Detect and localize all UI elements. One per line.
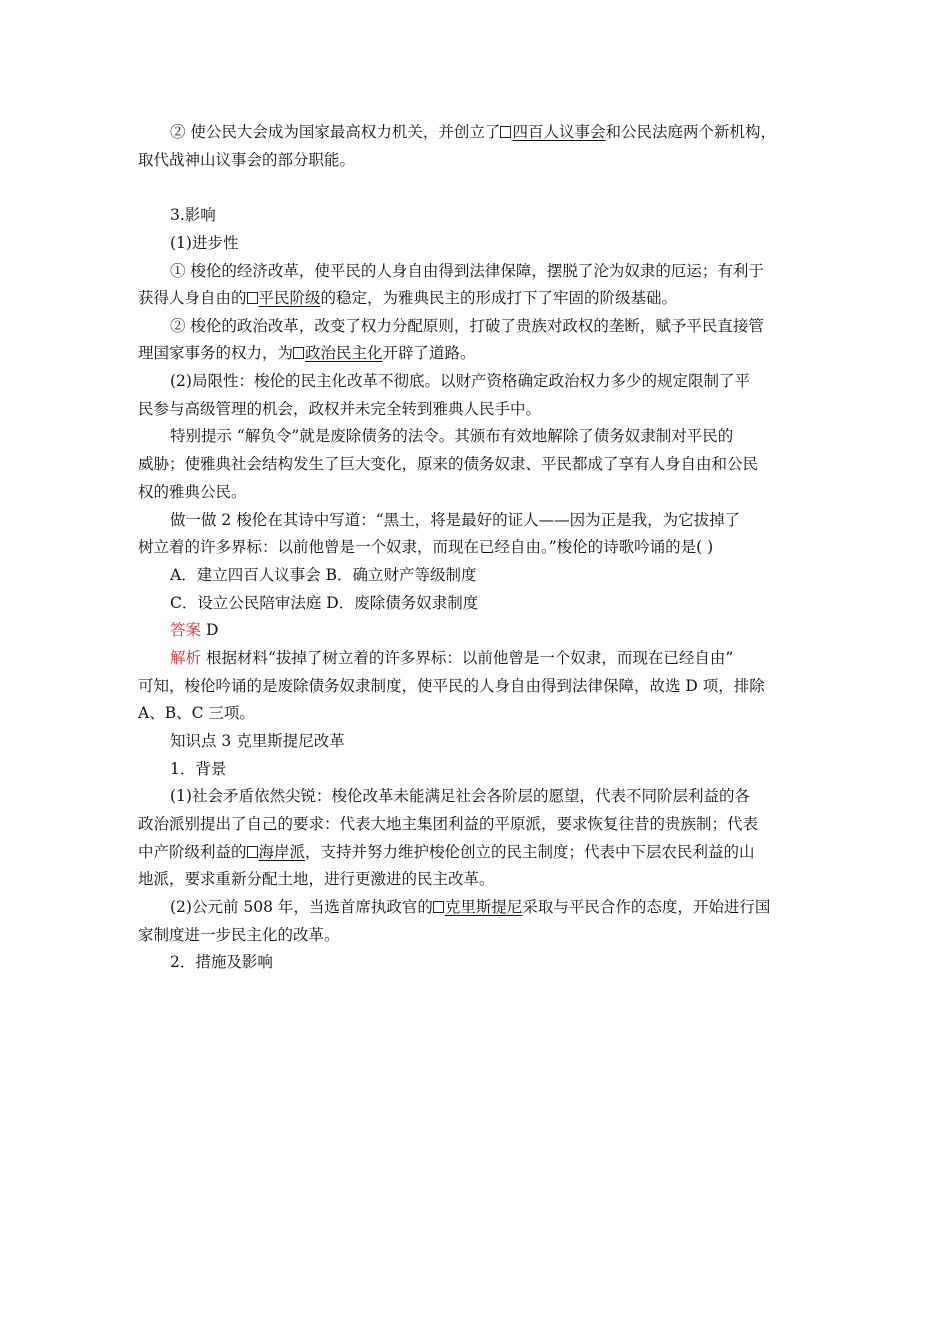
text: 2．措施及影响 — [170, 953, 273, 971]
text-run — [383, 344, 476, 362]
blank-box-icon — [293, 347, 304, 359]
text: 做一做 2 梭伦在其诗中写道：“黑土，将是最好的证人——因为正是我，为它拔掉了 — [170, 511, 741, 529]
text-run — [170, 123, 500, 141]
text-run — [138, 344, 293, 362]
paragraph-line — [170, 122, 870, 142]
blank-box-icon — [247, 292, 258, 304]
explanation-line — [170, 648, 870, 668]
blank-box-icon — [433, 901, 444, 913]
section-heading — [170, 759, 870, 779]
text: 可知，梭伦吟诵的是废除债务奴隶制度，使平民的人身自由得到法律保障，故选 D 项，排除 — [138, 677, 765, 695]
paragraph-line — [170, 786, 870, 806]
text: (1)进步性 — [170, 234, 239, 252]
answer-label — [170, 621, 201, 639]
paragraph-line — [138, 925, 838, 945]
paragraph-line — [138, 399, 838, 419]
text-run — [170, 234, 238, 252]
text: 政治民主化 — [305, 344, 383, 362]
answer-line — [170, 620, 870, 640]
text-run — [605, 123, 776, 141]
text: 解析 — [170, 649, 202, 667]
fill-blank-answer — [293, 344, 383, 362]
explanation-line — [138, 703, 838, 723]
fill-blank-answer — [247, 289, 321, 307]
paragraph-line — [170, 261, 870, 281]
fill-blank-answer — [247, 843, 306, 861]
text-run — [522, 898, 770, 916]
blank-box-icon — [247, 846, 258, 858]
tip-line — [138, 482, 838, 502]
paragraph-line — [138, 814, 838, 834]
text-run — [170, 427, 733, 445]
question-options — [170, 565, 870, 585]
paragraph-line — [138, 869, 838, 889]
text: 平民阶级 — [258, 289, 321, 307]
text: 知识点 3 克里斯提尼改革 — [170, 732, 345, 750]
text: 答案 — [170, 621, 202, 639]
question-line — [138, 537, 838, 557]
text-run — [170, 372, 750, 390]
text-run — [138, 400, 541, 418]
text: (1)社会矛盾依然尖锐：梭伦改革未能满足社会各阶层的愿望，代表不同阶层利益的各 — [170, 787, 750, 805]
text: 1．背景 — [170, 760, 227, 778]
text-run — [170, 594, 478, 612]
tip-line — [138, 454, 838, 474]
text: A．建立四百人议事会 B．确立财产等级制度 — [170, 566, 477, 584]
text: 中产阶级利益的 — [138, 843, 247, 861]
text: ，支持并努力维护梭伦创立的民主制度；代表中下层农民利益的山 — [305, 843, 755, 861]
text: 采取与平民合作的态度，开始进行国 — [522, 898, 771, 916]
text-run — [170, 953, 273, 971]
text-run — [170, 566, 477, 584]
text: 四百人议事会 — [512, 123, 606, 141]
text-run — [138, 151, 355, 169]
text-run — [138, 843, 247, 861]
text-run — [321, 289, 678, 307]
text: ② 使公民大会成为国家最高权力机关，并创立了 — [170, 123, 501, 141]
text-run — [170, 317, 764, 335]
text-run — [201, 649, 733, 667]
text: 克里斯提尼 — [444, 898, 523, 916]
text-run — [170, 262, 764, 280]
section-heading — [170, 205, 870, 225]
fill-blank-answer — [500, 123, 605, 141]
text: ② 梭伦的政治改革，改变了权力分配原则，打破了贵族对政权的垄断，赋予平民直接管 — [170, 317, 764, 335]
text-run — [138, 289, 247, 307]
subsection-heading — [170, 233, 870, 253]
text: 特别提示 “解负令”就是废除债务的法令。其颁布有效地解除了债务奴隶制对平民的 — [170, 427, 734, 445]
text-run — [170, 760, 226, 778]
section-heading — [170, 952, 870, 972]
knowledge-point-heading — [170, 731, 870, 751]
fill-blank-answer — [433, 898, 523, 916]
question-options — [170, 593, 870, 613]
text: A、B、C 三项。 — [138, 704, 255, 722]
answer-label — [170, 649, 201, 667]
explanation-line — [138, 676, 838, 696]
text: 的稳定，为雅典民主的形成打下了牢固的阶级基础。 — [320, 289, 678, 307]
text: 开辟了道路。 — [382, 344, 476, 362]
question-line — [170, 510, 870, 530]
text: ① 梭伦的经济改革，使平民的人身自由得到法律保障，摆脱了沦为奴隶的厄运；有利于 — [170, 262, 764, 280]
text: (2)公元前 508 年，当选首席执政官的 — [170, 898, 433, 916]
text-run — [170, 511, 740, 529]
paragraph-line — [170, 371, 870, 391]
text-run — [170, 787, 750, 805]
paragraph-line — [138, 288, 838, 308]
paragraph-line — [170, 316, 870, 336]
tip-line — [170, 426, 870, 446]
text: 威胁；使雅典社会结构发生了巨大变化，原来的债务奴隶、平民都成了享有人身自由和公民 — [138, 455, 759, 473]
text-run — [138, 870, 495, 888]
paragraph-line — [138, 842, 838, 862]
text-run — [170, 732, 345, 750]
text-run — [170, 206, 216, 224]
text: 取代战神山议事会的部分职能。 — [138, 151, 356, 169]
text-run — [138, 926, 340, 944]
text: 民参与高级管理的机会，政权并未完全转到雅典人民手中。 — [138, 400, 542, 418]
text: 家制度进一步民主化的改革。 — [138, 926, 340, 944]
text-run — [138, 483, 247, 501]
text: (2)局限性：梭伦的民主化改革不彻底。以财产资格确定政治权力多少的规定限制了平 — [170, 372, 750, 390]
text: 理国家事务的权力，为 — [138, 344, 294, 362]
text: 树立着的许多界标：以前他曾是一个奴隶，而现在已经自由。”梭伦的诗歌吟诵的是( ) — [138, 538, 714, 556]
text: 海岸派 — [258, 843, 306, 861]
blank-box-icon — [500, 126, 511, 138]
text: D — [201, 621, 219, 639]
text-run — [138, 704, 255, 722]
text: 权的雅典公民。 — [138, 483, 247, 501]
text: 获得人身自由的 — [138, 289, 247, 307]
text: 地派，要求重新分配土地，进行更激进的民主改革。 — [138, 870, 495, 888]
text: C．设立公民陪审法庭 D．废除债务奴隶制度 — [170, 594, 479, 612]
text: 和公民法庭两个新机构， — [605, 123, 776, 141]
text: 3.影响 — [170, 206, 216, 224]
text-run — [170, 898, 433, 916]
text-run — [201, 621, 218, 639]
paragraph-line — [138, 150, 838, 170]
text-run — [138, 677, 765, 695]
text: 政治派别提出了自己的要求：代表大地主集团利益的平原派，要求恢复往昔的贵族制；代表 — [138, 815, 759, 833]
text-run — [138, 815, 758, 833]
text-run — [138, 455, 758, 473]
paragraph-line — [170, 897, 870, 917]
text-run — [305, 843, 755, 861]
text-run — [138, 538, 713, 556]
text: 根据材料“拔掉了树立着的许多界标：以前他曾是一个奴隶，而现在已经自由” — [201, 649, 734, 667]
paragraph-line — [138, 343, 838, 363]
